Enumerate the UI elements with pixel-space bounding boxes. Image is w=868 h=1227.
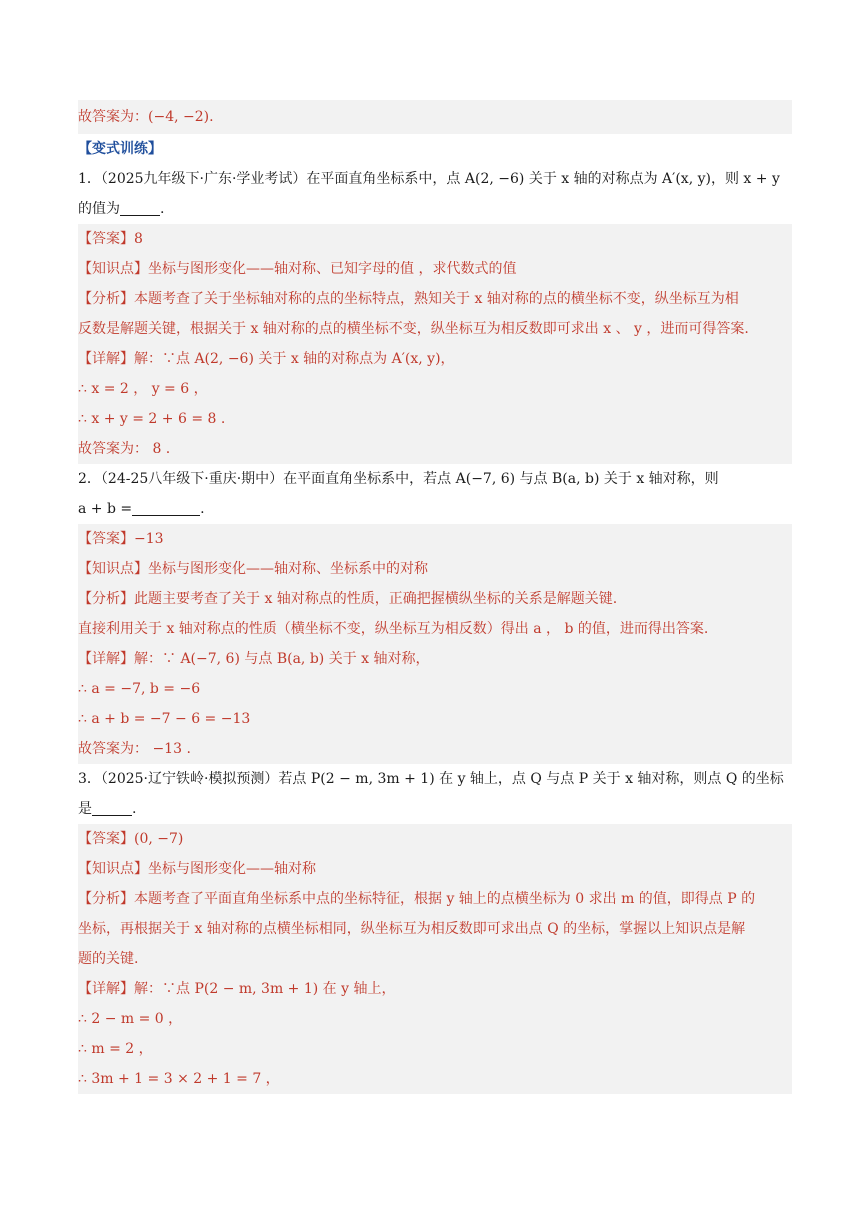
question-3-stem: 3．（2025·辽宁铁岭·模拟预测）若点 P(2 − m, 3m + 1) 在 y 轴上，点 Q 与点 P 关于 x 轴对称，则点 Q 的坐标	[78, 771, 784, 787]
answer-blank	[132, 499, 200, 516]
answer-blank	[120, 199, 160, 216]
knowledge-point: 【知识点】坐标与图形变化——轴对称、坐标系中的对称	[78, 561, 428, 577]
detail-line: 【详解】解：∵点 P(2 − m, 3m + 1) 在 y 轴上，	[78, 981, 396, 997]
detail-line: ∴ 2 − m = 0 ，	[78, 1011, 183, 1027]
question-3	[78, 764, 792, 1094]
analysis-line: 坐标，再根据关于 x 轴对称的点横坐标相同，纵坐标互为相反数即可求出点 Q 的坐标，掌握以上知识点是解	[78, 921, 746, 937]
analysis-line: 【分析】此题主要考查了关于 x 轴对称点的性质，正确把握横纵坐标的关系是解题关键.	[78, 591, 618, 607]
analysis-line: 反数是解题关键，根据关于 x 轴对称的点的横坐标不变，纵坐标互为相反数即可求出 x 、 y ，进而可得答案.	[78, 321, 749, 337]
question-1-stem-post: .	[160, 201, 165, 217]
answer-line: 【答案】8	[78, 231, 143, 247]
question-1	[78, 164, 792, 464]
analysis-line: 题的关键.	[78, 951, 139, 967]
page-content	[78, 100, 792, 1094]
answer-line: 【答案】−13	[78, 531, 164, 547]
detail-line: 故答案为： 8 .	[78, 441, 171, 457]
detail-line: ∴ a = −7, b = −6	[78, 681, 201, 697]
question-2-solution	[78, 524, 792, 764]
detail-line: 【详解】解：∵点 A(2, −6) 关于 x 轴的对称点为 A′(x, y)，	[78, 351, 455, 367]
question-1-solution	[78, 224, 792, 464]
question-2-stem: 2．（24-25八年级下·重庆·期中）在平面直角坐标系中，若点 A(−7, 6) 与点 B(a, b) 关于 x 轴对称，则	[78, 471, 719, 487]
question-2-stem-pre: a + b =	[78, 501, 133, 517]
question-3-stem-cont	[78, 794, 792, 824]
question-2-stem-post: .	[200, 501, 205, 517]
question-3-solution	[78, 824, 792, 1094]
question-1-stem: 1．（2025九年级下·广东·学业考试）在平面直角坐标系中，点 A(2, −6) 关于 x 轴的对称点为 A′(x, y)，则 x + y	[78, 171, 780, 187]
previous-answer-line: 故答案为：(−4, −2).	[78, 100, 792, 134]
question-1-stem-pre: 的值为	[78, 201, 120, 217]
section-title: 【变式训练】	[78, 141, 162, 157]
detail-line: ∴ 3m + 1 = 3 × 2 + 1 = 7 ，	[78, 1071, 280, 1087]
question-1-stem-cont	[78, 194, 792, 224]
detail-line: 【详解】解：∵ A(−7, 6) 与点 B(a, b) 关于 x 轴对称，	[78, 651, 430, 667]
answer-blank	[92, 799, 132, 816]
detail-line: ∴ a + b = −7 − 6 = −13	[78, 711, 251, 727]
question-3-stem-post: .	[132, 801, 137, 817]
question-2-stem-cont	[78, 494, 792, 524]
knowledge-point: 【知识点】坐标与图形变化——轴对称	[78, 861, 316, 877]
detail-line: ∴ x = 2 ， y = 6 ，	[78, 381, 208, 397]
question-2	[78, 464, 792, 764]
detail-line: ∴ x + y = 2 + 6 = 8 .	[78, 411, 226, 427]
answer-line: 【答案】(0, −7)	[78, 831, 184, 847]
question-3-stem-pre: 是	[78, 801, 92, 817]
analysis-line: 【分析】本题考查了平面直角坐标系中点的坐标特征，根据 y 轴上的点横坐标为 0 求出 m 的值，即得点 P 的	[78, 891, 756, 907]
detail-line: ∴ m = 2 ，	[78, 1041, 153, 1057]
knowledge-point: 【知识点】坐标与图形变化——轴对称、已知字母的值 ，求代数式的值	[78, 261, 517, 277]
analysis-line: 直接利用关于 x 轴对称点的性质（横坐标不变，纵坐标互为相反数）得出 a ， b 的值，进而得出答案.	[78, 621, 709, 637]
detail-line: 故答案为： −13 .	[78, 741, 191, 757]
analysis-line: 【分析】本题考查了关于坐标轴对称的点的坐标特点，熟知关于 x 轴对称的点的横坐标不变，纵坐标互为相	[78, 291, 739, 307]
